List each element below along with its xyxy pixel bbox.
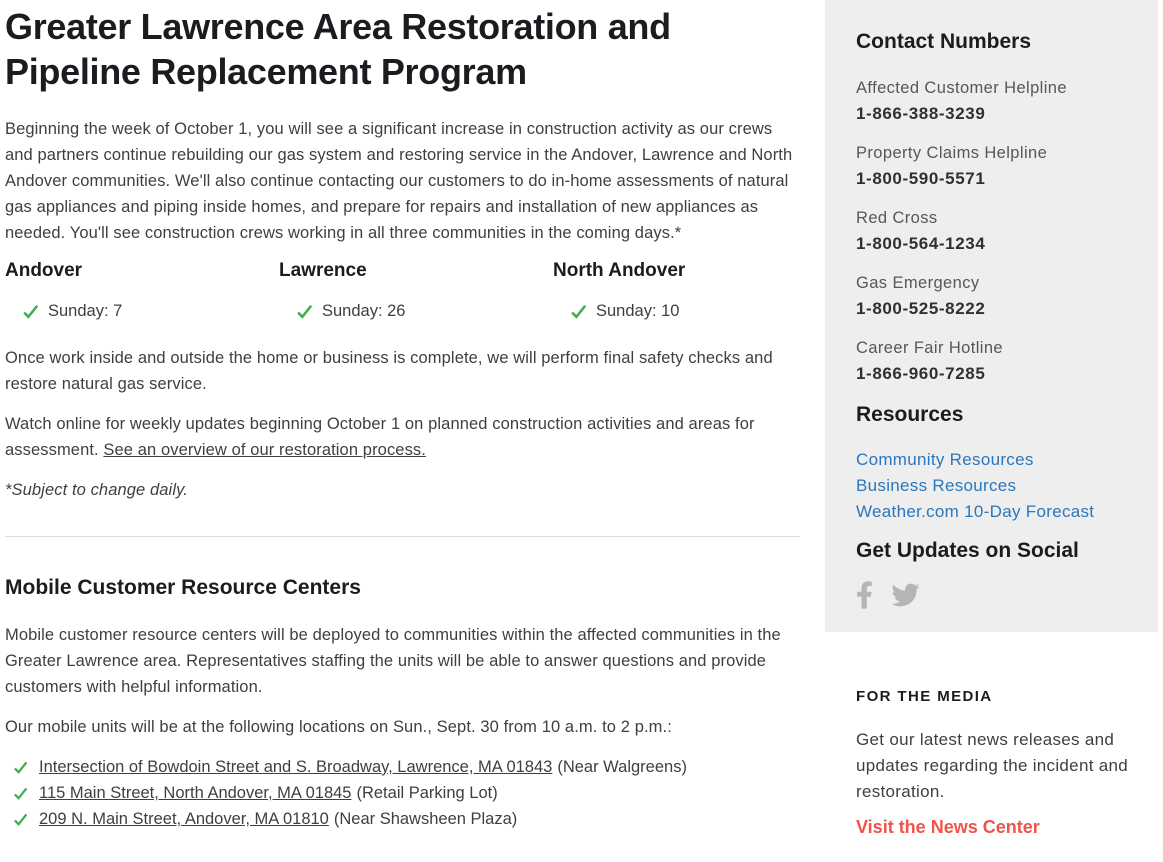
intro-paragraph: Beginning the week of October 1, you will see a significant increase in construction activity as our crews and partners continue rebuilding our gas system and restoring service in the Andover, Lawrence and North Andover communities. We'll also continue contacting our customers to do in-home assessments of natural gas appliances and piping inside homes, and prepare for repairs and installation of new appliances as needed. You'll see construction crews working in all three communities in the coming days.* <box>5 120 793 242</box>
media-paragraph: Get our latest news releases and updates regarding the incident and restoration. <box>856 730 1129 801</box>
location-list <box>5 754 800 832</box>
contact-numbers-heading: Contact Numbers <box>856 30 1032 53</box>
check-icon <box>570 303 587 320</box>
facebook-icon[interactable] <box>856 581 873 609</box>
community-status-label: Sunday: 10 <box>596 302 680 320</box>
contact-label: Property Claims Helpline <box>856 144 1048 162</box>
watch-online-paragraph <box>5 411 800 463</box>
sidebar <box>825 0 1158 632</box>
contact-label: Red Cross <box>856 209 938 227</box>
disclaimer-text: *Subject to change daily. <box>5 481 188 499</box>
location-note: (Retail Parking Lot) <box>356 784 498 802</box>
community-column-andover <box>5 260 279 321</box>
check-icon <box>13 812 28 827</box>
contact-label: Affected Customer Helpline <box>856 79 1067 97</box>
media-section <box>825 688 1158 838</box>
contact-entry <box>856 338 1130 384</box>
location-link[interactable]: 115 Main Street, North Andover, MA 01845 <box>39 784 352 802</box>
community-status-grid <box>5 260 800 321</box>
list-item <box>5 806 800 832</box>
watch-online-text: Watch online for weekly updates beginning October 1 on planned construction activities and areas for assessment. <box>5 415 755 459</box>
community-status <box>553 302 800 321</box>
list-item <box>5 780 800 806</box>
mobile-centers-paragraph: Mobile customer resource centers will be deployed to communities within the affected communities in the Greater Lawrence area. Representatives staffing the units will be able to answer questions and provide customers with helpful information. <box>5 626 781 696</box>
contact-entry <box>856 208 1130 254</box>
community-resources-link[interactable]: Community Resources <box>856 450 1034 469</box>
contact-entry <box>856 273 1130 319</box>
community-status <box>5 302 279 321</box>
contact-label: Gas Emergency <box>856 274 980 292</box>
mobile-centers-heading: Mobile Customer Resource Centers <box>5 576 361 599</box>
contact-number: 1-866-960-7285 <box>856 364 986 383</box>
contact-number: 1-866-388-3239 <box>856 104 986 123</box>
for-the-media-label: FOR THE MEDIA <box>856 688 993 705</box>
location-link[interactable]: 209 N. Main Street, Andover, MA 01810 <box>39 810 329 828</box>
mobile-schedule-intro: Our mobile units will be at the following locations on Sun., Sept. 30 from 10 a.m. to 2 p.m.: <box>5 718 672 736</box>
contact-number: 1-800-564-1234 <box>856 234 986 253</box>
community-name: Lawrence <box>279 260 367 281</box>
community-name: North Andover <box>553 260 686 281</box>
contact-entry <box>856 143 1130 189</box>
location-link[interactable]: Intersection of Bowdoin Street and S. Broadway, Lawrence, MA 01843 <box>39 758 553 776</box>
community-column-north-andover <box>553 260 800 321</box>
social-heading: Get Updates on Social <box>856 539 1079 562</box>
restoration-overview-link[interactable]: See an overview of our restoration process. <box>103 441 426 459</box>
resources-heading: Resources <box>856 403 964 426</box>
list-item <box>5 754 800 780</box>
weather-forecast-link[interactable]: Weather.com 10-Day Forecast <box>856 502 1095 521</box>
section-divider <box>5 536 800 537</box>
check-icon <box>296 303 313 320</box>
community-column-lawrence <box>279 260 553 321</box>
check-icon <box>22 303 39 320</box>
community-status <box>279 302 553 321</box>
community-status-label: Sunday: 26 <box>322 302 406 320</box>
community-status-label: Sunday: 7 <box>48 302 123 320</box>
sidebar-column <box>825 0 1158 838</box>
contact-number: 1-800-590-5571 <box>856 169 986 188</box>
news-center-link[interactable]: Visit the News Center <box>856 817 1040 837</box>
social-icon-row <box>856 579 1130 609</box>
community-name: Andover <box>5 260 83 281</box>
check-icon <box>13 786 28 801</box>
safety-note-paragraph: Once work inside and outside the home or business is complete, we will perform final safety checks and restore natural gas service. <box>5 349 773 393</box>
twitter-icon[interactable] <box>889 581 922 609</box>
location-note: (Near Walgreens) <box>557 758 687 776</box>
contact-entry <box>856 78 1130 124</box>
check-icon <box>13 760 28 775</box>
location-note: (Near Shawsheen Plaza) <box>333 810 518 828</box>
contact-label: Career Fair Hotline <box>856 339 1003 357</box>
page-title: Greater Lawrence Area Restoration and Pipeline Replacement Program <box>5 6 671 92</box>
business-resources-link[interactable]: Business Resources <box>856 476 1017 495</box>
contact-number: 1-800-525-8222 <box>856 299 986 318</box>
